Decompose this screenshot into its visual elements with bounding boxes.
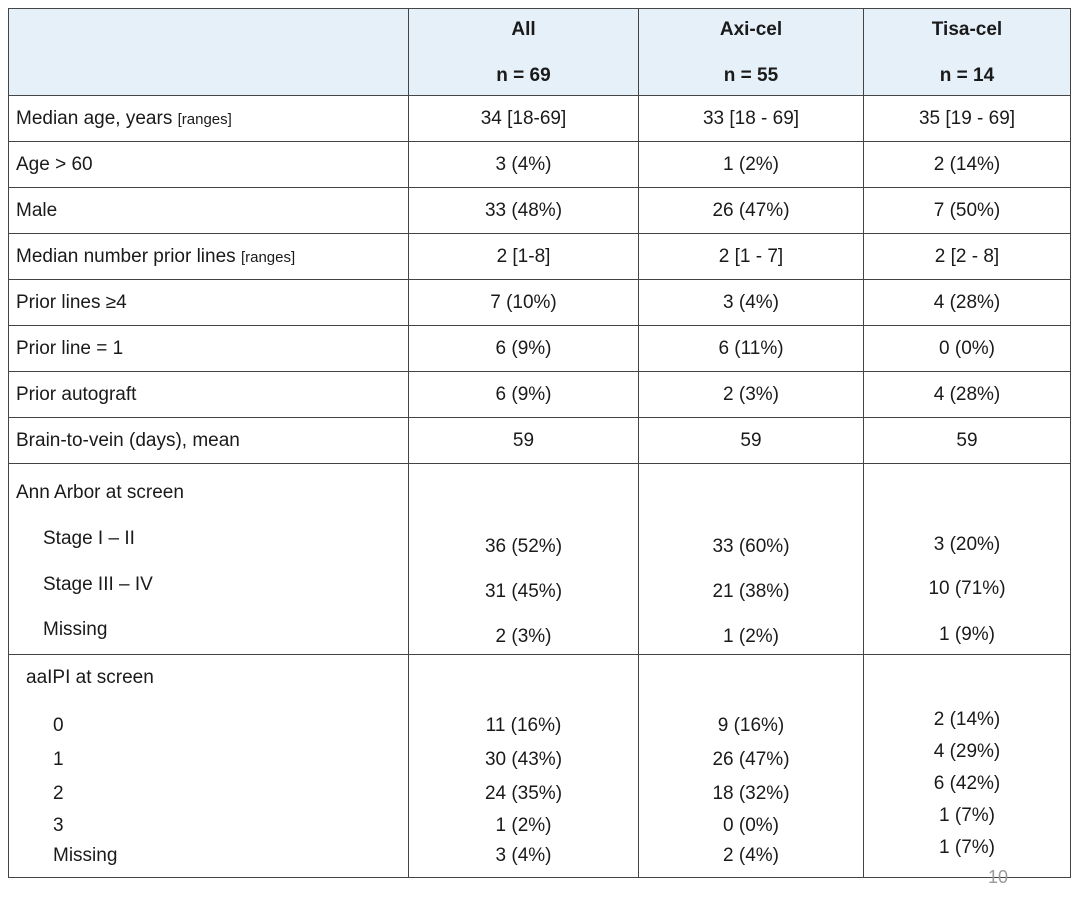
row-label xyxy=(9,188,409,234)
cell-tisa-cel: 0 (0%) xyxy=(864,326,1071,372)
ann-arbor-value: 3 (20%) xyxy=(933,534,1001,555)
aaipi-value: 2 (4%) xyxy=(723,845,779,866)
ann-arbor-value: 33 (60%) xyxy=(712,536,790,557)
ann-arbor-value: 10 (71%) xyxy=(928,578,1006,599)
cell-all: 33 (48%) xyxy=(409,188,639,234)
aaipi-value: 4 (29%) xyxy=(933,741,1001,762)
aaipi-title: aaIPI at screen xyxy=(26,667,154,688)
row-label xyxy=(9,372,409,418)
header-tisa-cel xyxy=(864,9,1071,96)
aaipi-value: 1 (7%) xyxy=(939,837,995,858)
table-row xyxy=(9,326,1071,372)
aaipi-value: 30 (43%) xyxy=(484,749,563,770)
row-label-text: Prior autograft xyxy=(16,383,137,405)
cell-all: 2 [1-8] xyxy=(409,234,639,280)
ann-arbor-title: Ann Arbor at screen xyxy=(16,482,184,503)
aaipi-value: 6 (42%) xyxy=(933,773,1001,794)
ann-arbor-sub-label: Stage III – IV xyxy=(43,574,153,595)
cell-axi-cel: 1 (2%) xyxy=(639,142,864,188)
aaipi-value: 0 (0%) xyxy=(723,815,779,836)
ann-arbor-all-cell xyxy=(409,464,639,655)
header-row xyxy=(9,9,1071,96)
baseline-characteristics-slide xyxy=(8,8,1070,882)
header-corner-cell xyxy=(9,9,409,96)
aaipi-sub-label: 3 xyxy=(53,815,64,836)
row-label-note: [ranges] xyxy=(240,248,296,266)
cell-all: 34 [18-69] xyxy=(409,96,639,142)
aaipi-value: 26 (47%) xyxy=(712,749,790,770)
aaipi-all-cell xyxy=(409,655,639,878)
header-n: n = 55 xyxy=(723,65,779,86)
page-number: 10 xyxy=(987,867,1008,887)
cell-all: 6 (9%) xyxy=(409,372,639,418)
cell-tisa-cel: 7 (50%) xyxy=(864,188,1071,234)
aaipi-label-cell xyxy=(9,655,409,878)
aaipi-tisa-cel-cell xyxy=(864,655,1071,878)
cell-axi-cel: 6 (11%) xyxy=(639,326,864,372)
row-label-note: [ranges] xyxy=(177,110,232,128)
aaipi-sub-label: 0 xyxy=(53,715,64,736)
row-label xyxy=(9,326,409,372)
row-label-text: Median number prior lines xyxy=(16,245,236,267)
ann-arbor-value: 36 (52%) xyxy=(484,536,563,557)
cell-all: 6 (9%) xyxy=(409,326,639,372)
header-axi-cel xyxy=(639,9,864,96)
aaipi-row xyxy=(9,655,1071,878)
cell-all: 3 (4%) xyxy=(409,142,639,188)
aaipi-value: 11 (16%) xyxy=(485,715,562,736)
ann-arbor-value: 2 (3%) xyxy=(495,626,552,647)
ann-arbor-value: 1 (9%) xyxy=(939,624,995,645)
aaipi-value: 1 (2%) xyxy=(495,815,552,836)
aaipi-value: 9 (16%) xyxy=(717,715,785,736)
header-name: Tisa-cel xyxy=(931,19,1003,40)
ann-arbor-value: 1 (2%) xyxy=(723,626,779,647)
table-row xyxy=(9,234,1071,280)
row-label-text: Prior lines ≥4 xyxy=(16,291,127,313)
cell-tisa-cel: 35 [19 - 69] xyxy=(864,96,1071,142)
ann-arbor-value: 21 (38%) xyxy=(712,581,790,602)
row-label xyxy=(9,96,409,142)
ann-arbor-label-cell xyxy=(9,464,409,655)
header-all xyxy=(409,9,639,96)
cell-axi-cel: 2 (3%) xyxy=(639,372,864,418)
header-name: All xyxy=(511,19,536,40)
row-label xyxy=(9,142,409,188)
table-row xyxy=(9,96,1071,142)
aaipi-value: 2 (14%) xyxy=(933,709,1001,730)
ann-arbor-row xyxy=(9,464,1071,655)
baseline-characteristics-table xyxy=(8,8,1071,878)
header-n: n = 14 xyxy=(939,65,995,86)
cell-tisa-cel: 4 (28%) xyxy=(864,372,1071,418)
row-label xyxy=(9,280,409,326)
ann-arbor-tisa-cel-cell xyxy=(864,464,1071,655)
aaipi-value: 18 (32%) xyxy=(712,783,790,804)
header-n: n = 69 xyxy=(496,65,551,86)
row-label-text: Brain-to-vein (days), mean xyxy=(16,429,240,451)
ann-arbor-sub-label: Missing xyxy=(43,619,108,640)
row-label-text: Median age, years xyxy=(16,107,173,129)
ann-arbor-sub-label: Stage I – II xyxy=(43,528,135,549)
aaipi-sub-label: Missing xyxy=(53,845,118,866)
cell-all: 7 (10%) xyxy=(409,280,639,326)
cell-tisa-cel: 2 (14%) xyxy=(864,142,1071,188)
row-label-text: Male xyxy=(16,199,58,221)
table-row xyxy=(9,142,1071,188)
cell-axi-cel: 59 xyxy=(639,418,864,464)
row-label xyxy=(9,418,409,464)
aaipi-axi-cel-cell xyxy=(639,655,864,878)
ann-arbor-axi-cel-cell xyxy=(639,464,864,655)
table-row xyxy=(9,280,1071,326)
cell-axi-cel: 2 [1 - 7] xyxy=(639,234,864,280)
header-name: Axi-cel xyxy=(719,19,783,40)
ann-arbor-value: 31 (45%) xyxy=(484,581,563,602)
cell-tisa-cel: 4 (28%) xyxy=(864,280,1071,326)
row-label xyxy=(9,234,409,280)
table-row xyxy=(9,188,1071,234)
cell-axi-cel: 3 (4%) xyxy=(639,280,864,326)
table-row xyxy=(9,372,1071,418)
aaipi-sub-label: 1 xyxy=(53,749,64,770)
cell-tisa-cel: 2 [2 - 8] xyxy=(864,234,1071,280)
cell-axi-cel: 33 [18 - 69] xyxy=(639,96,864,142)
aaipi-value: 3 (4%) xyxy=(495,845,552,866)
row-label-text: Age > 60 xyxy=(16,153,93,175)
cell-tisa-cel: 59 xyxy=(864,418,1071,464)
cell-axi-cel: 26 (47%) xyxy=(639,188,864,234)
cell-all: 59 xyxy=(409,418,639,464)
row-label-text: Prior line = 1 xyxy=(16,337,124,359)
table-row xyxy=(9,418,1071,464)
aaipi-value: 1 (7%) xyxy=(939,805,995,826)
aaipi-sub-label: 2 xyxy=(53,783,64,804)
aaipi-value: 24 (35%) xyxy=(484,783,563,804)
